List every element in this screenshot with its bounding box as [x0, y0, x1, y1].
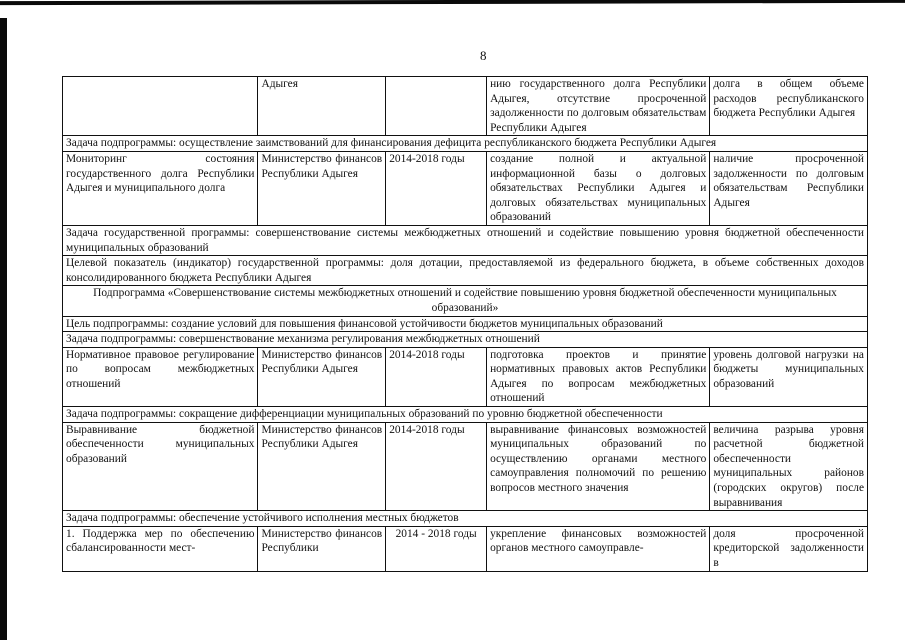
indicator-cell: долга в общем объеме расходов республиканского бюджета Республики Адыгея — [710, 77, 868, 136]
goal-row — [63, 316, 868, 332]
task-heading: Задача подпрограммы: сокращение дифференциации муниципальных образований по уровню бюджетной обеспеченности — [63, 407, 868, 423]
period-cell — [386, 77, 487, 136]
task-heading: Задача подпрограммы: осуществление заимствований для финансирования дефицита республиканского бюджета Республики Адыгея — [63, 136, 868, 152]
program-indicator-heading: Целевой показатель (индикатор) государственной программы: доля дотации, предоставляемой из федерального бюджета, в объеме собственных доходов консолидированного бюджета Республики Адыгея — [63, 256, 868, 286]
event-cell: Нормативное правовое регулирование по вопросам межбюджетных отношений — [63, 347, 258, 406]
event-cell: 1. Поддержка мер по обеспечению сбалансированности мест- — [63, 526, 258, 571]
event-cell — [63, 77, 258, 136]
task-row — [63, 225, 868, 255]
executor-cell: Министерство финансов Республики — [258, 526, 386, 571]
task-heading: Задача подпрограммы: совершенствование механизма регулирования межбюджетных отношений — [63, 332, 868, 348]
period-cell: 2014 - 2018 годы — [386, 526, 487, 571]
subprogram-goal: Цель подпрограммы: создание условий для повышения финансовой устойчивости бюджетов муниципальных образований — [63, 316, 868, 332]
indicator-cell: уровень долговой нагрузки на бюджеты муниципальных образований — [710, 347, 868, 406]
period-cell: 2014-2018 годы — [386, 151, 487, 225]
program-task-heading: Задача государственной программы: совершенствование системы межбюджетных отношений и содействие повышению уровня бюджетной обеспеченности муниципальных образований — [63, 225, 868, 255]
indicator-cell: доля просроченной кредиторской задолженности в — [710, 526, 868, 571]
result-cell: укрепление финансовых возможностей органов местного самоуправле- — [487, 526, 710, 571]
page-number: 8 — [480, 48, 487, 63]
indicator-cell: величина разрыва уровня расчетной бюджетной обеспеченности муниципальных районов (городских округов) после выравнивания — [710, 422, 868, 511]
program-table — [62, 76, 868, 572]
event-cell: Мониторинг состояния государственного долга Республики Адыгея и муниципального долга — [63, 151, 258, 225]
task-row — [63, 407, 868, 423]
table-row — [63, 526, 868, 571]
task-row — [63, 332, 868, 348]
executor-cell: Министерство финансов Республики Адыгея — [258, 422, 386, 511]
result-cell: подготовка проектов и принятие нормативных правовых актов Республики Адыгея по вопросам межбюджетных отношений — [487, 347, 710, 406]
table-row — [63, 347, 868, 406]
scan-border-left — [0, 18, 7, 640]
task-heading: Задача подпрограммы: обеспечение устойчивого исполнения местных бюджетов — [63, 511, 868, 527]
executor-cell: Министерство финансов Республики Адыгея — [258, 347, 386, 406]
executor-cell: Адыгея — [258, 77, 386, 136]
period-cell: 2014-2018 годы — [386, 347, 487, 406]
task-row — [63, 511, 868, 527]
table-row — [63, 422, 868, 511]
result-cell: нию государственного долга Республики Адыгея, отсутствие просроченной задолженности по долговым обязательствам Республики Адыгея — [487, 77, 710, 136]
task-row — [63, 136, 868, 152]
subprogram-title: Подпрограмма «Совершенствование системы межбюджетных отношений и содействие повышению уровня бюджетной обеспеченности муниципальных образований» — [63, 286, 868, 316]
result-cell: создание полной и актуальной информационной базы о долговых обязательствах Республики Адыгея и долговых обязательствах муниципальных образований — [487, 151, 710, 225]
executor-cell: Министерство финансов Республики Адыгея — [258, 151, 386, 225]
table-row — [63, 77, 868, 136]
event-cell: Выравнивание бюджетной обеспеченности муниципальных образований — [63, 422, 258, 511]
table-row — [63, 151, 868, 225]
subprogram-row — [63, 286, 868, 316]
period-cell: 2014-2018 годы — [386, 422, 487, 511]
indicator-cell: наличие просроченной задолженности по долговым обязательствам Республики Адыгея — [710, 151, 868, 225]
indicator-row — [63, 256, 868, 286]
result-cell: выравнивание финансовых возможностей муниципальных образований по осуществлению органами местного самоуправления полномочий по решению вопросов местного значения — [487, 422, 710, 511]
